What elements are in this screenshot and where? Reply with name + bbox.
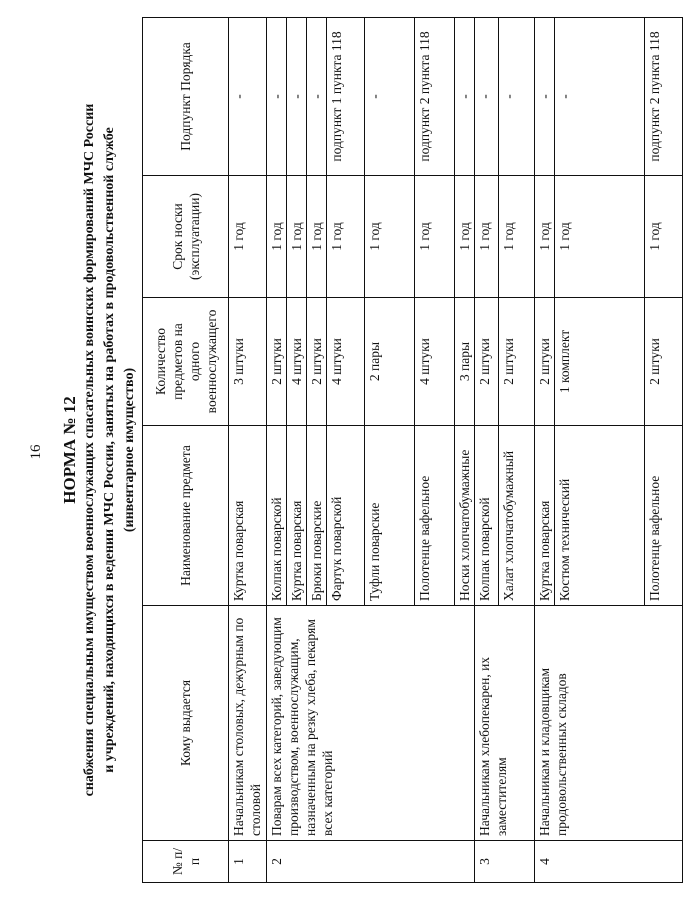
qty-cell: 2 пары <box>365 298 415 426</box>
page-number: 16 <box>28 444 44 460</box>
item-cell: Фартук поварской <box>327 426 365 606</box>
qty-cell: 4 штуки <box>415 298 455 426</box>
qty-cell: 2 штуки <box>307 298 327 426</box>
subpoint-cell: - <box>555 18 645 176</box>
term-cell: 1 год <box>365 176 415 298</box>
subpoint-cell: подпункт 1 пункта 118 <box>327 18 365 176</box>
header-qty: Количество предметов на одного военнослужащего <box>143 298 229 426</box>
subpoint-cell: - <box>365 18 415 176</box>
item-cell: Полотенце вафельное <box>645 426 683 606</box>
item-cell: Полотенце вафельное <box>415 426 455 606</box>
subpoint-cell: подпункт 2 пункта 118 <box>645 18 683 176</box>
item-cell: Колпак поварской <box>475 426 499 606</box>
qty-cell: 3 штуки <box>229 298 267 426</box>
subpoint-cell: - <box>535 18 555 176</box>
item-cell: Брюки поварские <box>307 426 327 606</box>
qty-cell: 2 штуки <box>499 298 535 426</box>
header-term: Срок носки (эксплуатации) <box>143 176 229 298</box>
term-cell: 1 год <box>535 176 555 298</box>
heading-line-2: и учреждений, находящихся в ведении МЧС России, занятых на работах в продовольственной службе <box>102 127 117 773</box>
item-cell: Костюм технический <box>555 426 645 606</box>
subpoint-cell: - <box>499 18 535 176</box>
table-row <box>267 18 287 883</box>
term-cell: 1 год <box>267 176 287 298</box>
term-cell: 1 год <box>415 176 455 298</box>
row-number: 1 <box>229 841 267 883</box>
term-cell: 1 год <box>499 176 535 298</box>
qty-cell: 4 штуки <box>327 298 365 426</box>
subpoint-cell: - <box>475 18 499 176</box>
table-header-row <box>143 18 229 883</box>
qty-cell: 4 штуки <box>287 298 307 426</box>
subpoint-cell: - <box>229 18 267 176</box>
term-cell: 1 год <box>307 176 327 298</box>
item-cell: Носки хлопчатобумажные <box>455 426 475 606</box>
qty-cell: 1 комплект <box>555 298 645 426</box>
header-sub: Подпункт Порядка <box>143 18 229 176</box>
item-cell: Куртка поварская <box>287 426 307 606</box>
header-item: Наименование предмета <box>143 426 229 606</box>
header-who: Кому выдается <box>143 606 229 841</box>
term-cell: 1 год <box>229 176 267 298</box>
qty-cell: 2 штуки <box>645 298 683 426</box>
item-cell: Туфли поварские <box>365 426 415 606</box>
header-no: № п/п <box>143 841 229 883</box>
subpoint-cell: подпункт 2 пункта 118 <box>415 18 455 176</box>
item-cell: Куртка поварская <box>229 426 267 606</box>
table-body <box>229 18 683 883</box>
term-cell: 1 год <box>555 176 645 298</box>
row-number: 4 <box>535 841 683 883</box>
qty-cell: 2 штуки <box>535 298 555 426</box>
recipient-cell: Начальникам и кладовщикам продовольственных складов <box>535 606 683 841</box>
recipient-cell: Начальникам хлебопекарен, их заместителям <box>475 606 535 841</box>
recipient-cell: Поварам всех категорий, заведующим производством, военнослужащим, назначенным на резку хлеба, пекарям всех категорий <box>267 606 475 841</box>
table-row <box>475 18 499 883</box>
row-number: 2 <box>267 841 475 883</box>
row-number: 3 <box>475 841 535 883</box>
heading-title: НОРМА № 12 <box>60 396 79 504</box>
item-cell: Халат хлопчатобумажный <box>499 426 535 606</box>
qty-cell: 3 пары <box>455 298 475 426</box>
term-cell: 1 год <box>455 176 475 298</box>
norm-table <box>142 17 683 883</box>
subpoint-cell: - <box>287 18 307 176</box>
subpoint-cell: - <box>267 18 287 176</box>
subpoint-cell: - <box>307 18 327 176</box>
recipient-cell: Начальникам столовых, дежурным по столовой <box>229 606 267 841</box>
heading-line-1: снабжения специальным имуществом военнослужащих спасательных воинских формирований МЧС России <box>82 103 97 797</box>
item-cell: Колпак поварской <box>267 426 287 606</box>
heading-line-3: (инвентарное имущество) <box>122 367 137 533</box>
document-heading <box>60 55 140 845</box>
term-cell: 1 год <box>475 176 499 298</box>
table-row <box>229 18 267 883</box>
term-cell: 1 год <box>327 176 365 298</box>
qty-cell: 2 штуки <box>475 298 499 426</box>
qty-cell: 2 штуки <box>267 298 287 426</box>
item-cell: Куртка поварская <box>535 426 555 606</box>
table-row <box>535 18 555 883</box>
subpoint-cell: - <box>455 18 475 176</box>
term-cell: 1 год <box>287 176 307 298</box>
term-cell: 1 год <box>645 176 683 298</box>
